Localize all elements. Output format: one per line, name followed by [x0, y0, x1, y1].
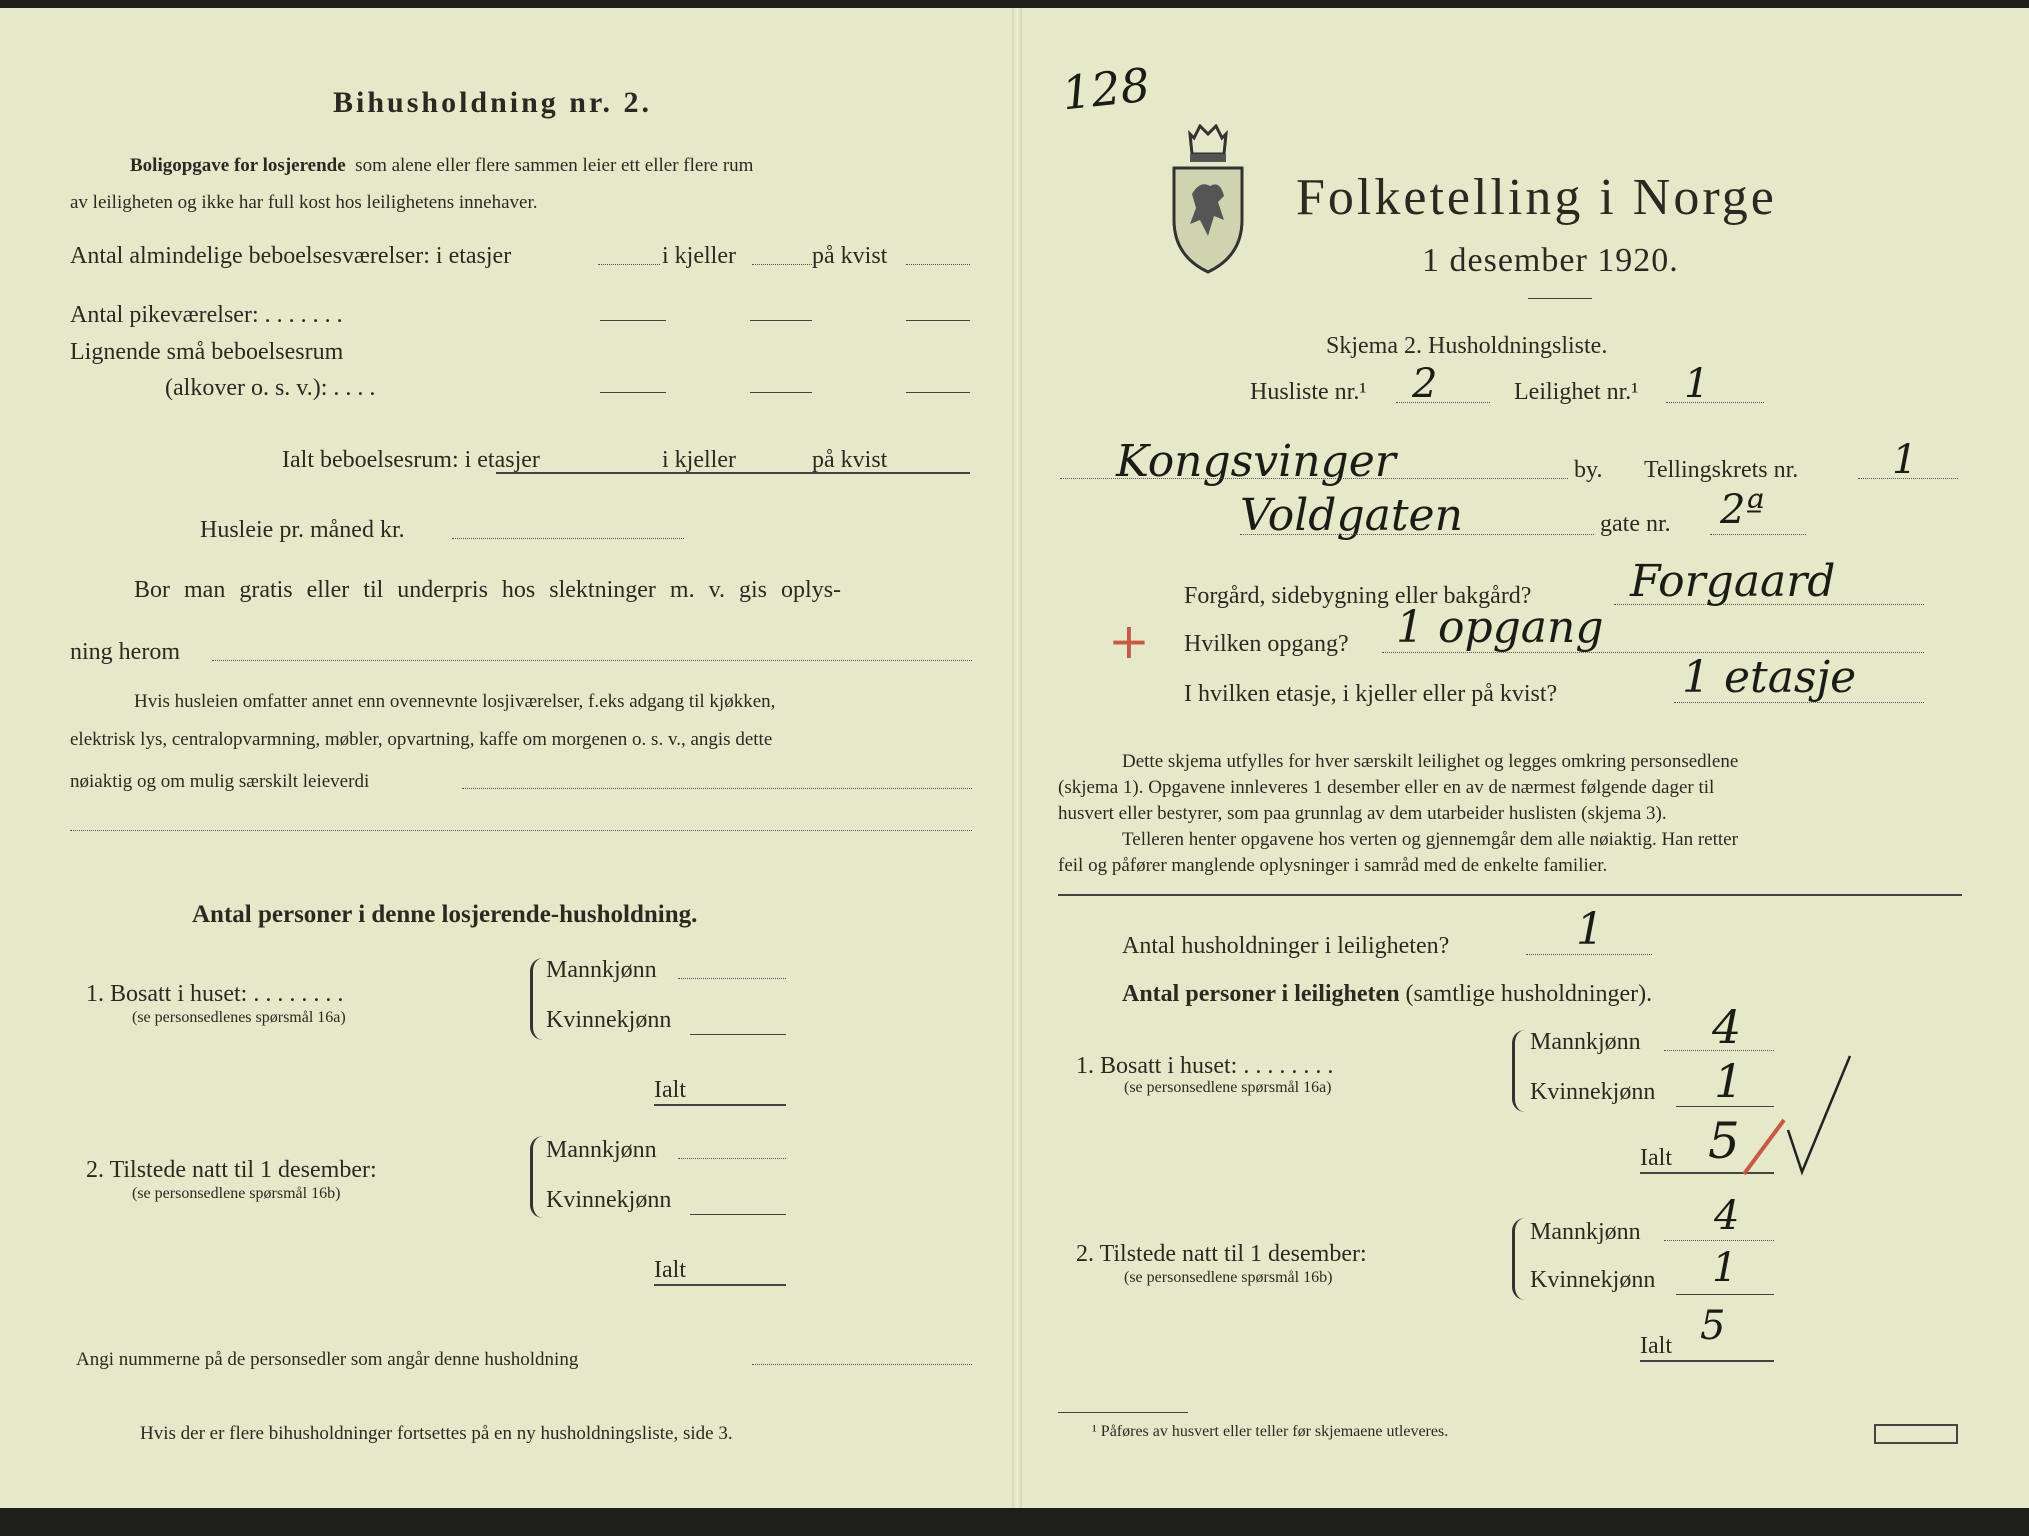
- left-q2-mann-field[interactable]: [678, 1158, 786, 1159]
- leilighet-field[interactable]: [1666, 402, 1764, 403]
- right-q2-kvinne-value: 1: [1712, 1245, 1738, 1291]
- instruction-rule: [1058, 894, 1962, 896]
- leieverdi-field-2[interactable]: [70, 830, 972, 831]
- by-field[interactable]: [1060, 478, 1568, 479]
- corner-number: 128: [1059, 57, 1153, 121]
- left-q2-mann-label: Mannkjønn: [546, 1137, 657, 1163]
- gratis-line-1: Bor man gratis eller til underpris hos slektninger m. v. gis oplys-: [134, 577, 842, 603]
- instruction-line-5: feil og påfører manglende oplysninger i samråd med de enkelte familier.: [1058, 855, 1608, 876]
- left-q2-ialt-label: Ialt: [654, 1257, 686, 1283]
- right-persons-heading: [1122, 982, 1652, 1006]
- extra-line-1: Hvis husleien omfatter annet enn ovennevnte losjiværelser, f.eks adgang til kjøkken,: [134, 691, 776, 712]
- right-q2-kvinne-label: Kvinnekjønn: [1530, 1267, 1656, 1293]
- lignende-field-2[interactable]: [750, 392, 812, 393]
- coat-of-arms-icon: [1170, 124, 1246, 274]
- husliste-field[interactable]: [1396, 402, 1490, 403]
- schema-label: Skjema 2. Husholdningsliste.: [1326, 333, 1608, 359]
- rooms-kjeller-label: i kjeller: [662, 243, 736, 269]
- pike-label: Antal pikeværelser: . . . . . . .: [70, 302, 343, 328]
- angi-field[interactable]: [752, 1364, 972, 1365]
- angi-label: Angi nummerne på de personsedler som angår denne husholdning: [76, 1349, 579, 1370]
- intro-rest: som alene eller flere sammen leier ett eller flere rum: [355, 155, 754, 176]
- right-q2-brace: [1512, 1218, 1525, 1300]
- instruction-line-4: Telleren henter opgavene hos verten og gjennemgår dem alle nøiaktig. Han retter: [1122, 829, 1738, 850]
- right-q2-mann-value: 4: [1714, 1193, 1740, 1239]
- husleie-field[interactable]: [452, 538, 684, 539]
- extra-line-2: elektrisk lys, centralopvarmning, møbler, opvartning, kaffe om morgenen o. s. v., angis dette: [70, 729, 773, 750]
- husliste-value: 2: [1412, 361, 1438, 407]
- rooms-etasjer-field[interactable]: [598, 264, 660, 265]
- ialt-rooms-field[interactable]: [496, 472, 970, 474]
- gate-label: gate nr.: [1600, 511, 1671, 537]
- left-q1-kvinne-label: Kvinnekjønn: [546, 1007, 672, 1033]
- leilighet-value: 1: [1684, 361, 1710, 407]
- right-q1-ialt-label: Ialt: [1640, 1145, 1672, 1171]
- husliste-label: Husliste nr.¹: [1250, 379, 1367, 405]
- ialt-kvist-label: på kvist: [812, 447, 888, 473]
- right-q2-ialt-field[interactable]: [1640, 1360, 1774, 1362]
- left-q1-sub: (se personsedlenes spørsmål 16a): [132, 1009, 346, 1026]
- left-q1-label: 1. Bosatt i huset: . . . . . . . .: [86, 981, 344, 1007]
- by-label: by.: [1574, 457, 1603, 483]
- husleie-label: Husleie pr. måned kr.: [200, 517, 405, 543]
- right-q2-sub: (se personsedlene spørsmål 16b): [1124, 1269, 1333, 1286]
- intro-bold: Boligopgave for losjerende: [130, 155, 346, 176]
- leieverdi-field[interactable]: [462, 788, 972, 789]
- instruction-line-1: Dette skjema utfylles for hver særskilt leilighet og legges omkring personsedlene: [1122, 751, 1739, 772]
- left-q2-ialt-field[interactable]: [654, 1284, 786, 1286]
- left-footer: Hvis der er flere bihusholdninger fortsettes på en ny husholdningsliste, side 3.: [140, 1423, 733, 1444]
- printer-stamp: [1874, 1424, 1958, 1444]
- right-q1-sub: (se personsedlene spørsmål 16a): [1124, 1079, 1332, 1096]
- rooms-kvist-label: på kvist: [812, 243, 888, 269]
- forgard-value: Forgaard: [1630, 556, 1836, 607]
- title-rule: [1528, 298, 1592, 299]
- pike-field-2[interactable]: [750, 320, 812, 321]
- right-q1-ialt-value: 5: [1708, 1112, 1740, 1170]
- krets-label: Tellingskrets nr.: [1644, 457, 1799, 483]
- by-value: Kongsvinger: [1116, 436, 1396, 487]
- right-q1-mann-value: 4: [1712, 1000, 1742, 1054]
- red-check-mark: +: [1108, 612, 1150, 670]
- lignende-field-3[interactable]: [906, 392, 970, 393]
- left-q1-mann-field[interactable]: [678, 978, 786, 979]
- right-q1-kvinne-label: Kvinnekjønn: [1530, 1079, 1656, 1105]
- right-persons-heading-rest: (samtlige husholdninger).: [1405, 981, 1653, 1007]
- census-date: 1 desember 1920.: [1422, 242, 1679, 279]
- right-persons-heading-bold: Antal personer i leiligheten: [1122, 981, 1400, 1007]
- leilighet-label: Leilighet nr.¹: [1514, 379, 1639, 405]
- rooms-label: Antal almindelige beboelsesværelser: i etasjer: [70, 243, 512, 269]
- rooms-kvist-field[interactable]: [906, 264, 970, 265]
- ialt-rooms-label: Ialt beboelsesrum: i etasjer: [282, 447, 540, 473]
- page-fold: [1012, 8, 1022, 1508]
- gate-field[interactable]: [1240, 534, 1594, 535]
- rooms-kjeller-field[interactable]: [752, 264, 812, 265]
- left-q2-sub: (se personsedlene spørsmål 16b): [132, 1185, 341, 1202]
- households-value: 1: [1576, 904, 1604, 955]
- lignende-field-1[interactable]: [600, 392, 666, 393]
- intro-line-2: av leiligheten og ikke har full kost hos leilighetens innehaver.: [70, 192, 538, 213]
- forgard-label: Forgård, sidebygning eller bakgård?: [1184, 583, 1532, 609]
- left-q1-ialt-label: Ialt: [654, 1077, 686, 1103]
- checkmark-icon: [1740, 1050, 1860, 1180]
- instruction-line-2: (skjema 1). Opgavene innleveres 1 desember eller en av de nærmest følgende dager til: [1058, 777, 1715, 798]
- krets-value: 1: [1892, 437, 1918, 483]
- left-q2-kvinne-label: Kvinnekjønn: [546, 1187, 672, 1213]
- etasje-label: I hvilken etasje, i kjeller eller på kvist?: [1184, 681, 1558, 707]
- gate-value: Voldgaten: [1240, 490, 1463, 541]
- right-q1-brace: [1512, 1030, 1525, 1112]
- lignende-line-2: (alkover o. s. v.): . . . .: [165, 375, 376, 401]
- right-q1-mann-label: Mannkjønn: [1530, 1029, 1641, 1055]
- footnote-rule: [1058, 1412, 1188, 1413]
- instruction-line-3: husvert eller bestyrer, som paa grunnlag av dem utarbeider huslisten (skjema 3).: [1058, 803, 1667, 824]
- left-q2-brace: [530, 1136, 543, 1218]
- right-footnote: ¹ Påføres av husvert eller teller før skjemaene utleveres.: [1092, 1423, 1449, 1440]
- right-q2-ialt-label: Ialt: [1640, 1333, 1672, 1359]
- ialt-kjeller-label: i kjeller: [662, 447, 736, 473]
- left-persons-heading: Antal personer i denne losjerende-husholdning.: [192, 901, 698, 928]
- right-q2-mann-field[interactable]: [1664, 1240, 1774, 1241]
- right-q2-ialt-value: 5: [1700, 1303, 1726, 1349]
- extra-line-3: nøiaktig og om mulig særskilt leieverdi: [70, 771, 370, 792]
- left-q2-kvinne-field[interactable]: [690, 1214, 786, 1215]
- right-q2-kvinne-field[interactable]: [1676, 1294, 1774, 1295]
- left-q2-label: 2. Tilstede natt til 1 desember:: [86, 1157, 377, 1183]
- right-q1-kvinne-value: 1: [1714, 1054, 1744, 1108]
- left-q1-mann-label: Mannkjønn: [546, 957, 657, 983]
- pike-field-1[interactable]: [600, 320, 666, 321]
- left-q1-kvinne-field[interactable]: [690, 1034, 786, 1035]
- right-q2-label: 2. Tilstede natt til 1 desember:: [1076, 1241, 1367, 1267]
- gate-nr-field[interactable]: [1710, 534, 1806, 535]
- opgang-label: Hvilken opgang?: [1184, 631, 1349, 657]
- right-title: Folketelling i Norge: [1296, 169, 1777, 226]
- gratis-line-2: ning herom: [70, 639, 180, 665]
- intro-line-1: [130, 156, 753, 175]
- left-q1-brace: [530, 958, 543, 1040]
- left-title: Bihusholdning nr. 2.: [333, 86, 653, 119]
- opgang-value: 1 opgang: [1396, 602, 1604, 653]
- left-q1-ialt-field[interactable]: [654, 1104, 786, 1106]
- gratis-field[interactable]: [212, 660, 972, 661]
- lignende-line-1: Lignende små beboelsesrum: [70, 339, 344, 365]
- right-q1-label: 1. Bosatt i huset: . . . . . . . .: [1076, 1053, 1334, 1079]
- households-label: Antal husholdninger i leiligheten?: [1122, 933, 1450, 959]
- right-q2-mann-label: Mannkjønn: [1530, 1219, 1641, 1245]
- pike-field-3[interactable]: [906, 320, 970, 321]
- gate-nr-value: 2ª: [1720, 487, 1765, 533]
- etasje-value: 1 etasje: [1682, 652, 1857, 703]
